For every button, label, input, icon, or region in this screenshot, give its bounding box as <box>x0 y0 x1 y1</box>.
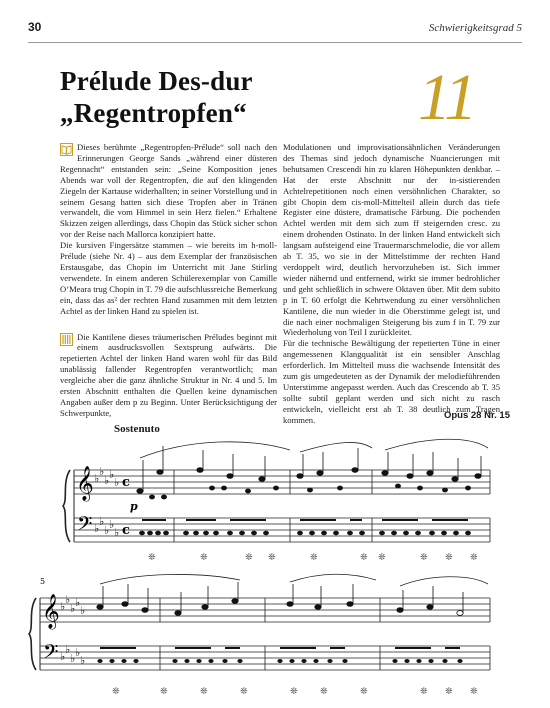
page-number: 30 <box>28 20 42 34</box>
svg-text:❊: ❊ <box>470 687 478 697</box>
svg-text:❊: ❊ <box>112 687 120 697</box>
time-signature-treble: c <box>122 475 130 490</box>
paragraph-text: Modulationen und improvisationsähnlichen Veränderungen des Themas sind jedoch dynamische Nuancierungen mit behutsamen Crescendi hin zu klaren Höhepunkten denkbar. – Hat der erste Abschnitt nur der in-sistierenden Achtelrepetitionen noch einen versöhnlichen Charakter, so gibt Chopin dem cis-moll-Mittelteil allein durch das tiefe Register eine düstere, dramatische Färbung. Die pochenden Achtel werden mit dem sich zum ff steigernden cresc. zu einem drohenden Ostinato. In der linken Hand entwickelt sich langsam aufsteigend eine Trauermarschmelodie, die vor allem ab T. 35, wo sie in der Mittelstimme der rechten Hand verdoppelt wird, deutlich hervorzuheben ist. Sich immer wieder nähernd und entfernend, wirkt sie immer bedrohlicher und geht schließlich in schwere Oktaven über. Mit dem subito p in T. 60 erfolgt die Kehrtwendung zu einer versöhnlichen Kantilene, die nun wieder in die Oberstimme gelegt ist, und die nach einer nochmaligen Steigerung bis zum f in T. 79 zur Wiederholung von Teil I zurückleitet. <box>283 142 500 338</box>
svg-text:❊: ❊ <box>268 553 276 563</box>
svg-text:❊: ❊ <box>240 687 248 697</box>
svg-text:♭: ♭ <box>80 654 86 667</box>
svg-text:❊: ❊ <box>310 553 318 563</box>
svg-text:❊: ❊ <box>360 687 368 697</box>
svg-text:❊: ❊ <box>200 553 208 563</box>
svg-text:♭: ♭ <box>104 474 110 487</box>
dynamic-p: p <box>130 500 138 513</box>
chapter-number: 11 <box>418 61 476 134</box>
svg-text:♭: ♭ <box>109 468 115 481</box>
paragraph <box>283 142 500 338</box>
svg-text:♭: ♭ <box>109 518 115 531</box>
score-system-2 <box>0 572 550 703</box>
treble-eighths <box>149 484 470 499</box>
svg-text:♭: ♭ <box>75 596 81 609</box>
paragraph-text: Für die technische Bewältigung der repetierten Töne in einer angemessenen Klangqualität ist ein sensibler Anschlag erforderlich. Im Mittelteil muss die wachsende Intensität des zum gis umgedeuteten as der Dynamik der melodieführenden Unterstimme angepasst werden. Auch das Crescendo ab T. 35 sollte subtil geplant werden und sich nicht zu rasch entwickeln, vielleicht erst ab T. 38 deutlich zum Tragen kommen. <box>283 338 500 425</box>
svg-text:❊: ❊ <box>470 553 478 563</box>
treble-clef: 𝄞 <box>76 466 94 501</box>
svg-text:❊: ❊ <box>420 553 428 563</box>
svg-text:𝄢: 𝄢 <box>43 640 59 668</box>
svg-text:♭: ♭ <box>114 526 120 539</box>
time-signature-bass: c <box>122 523 130 538</box>
staff-bass <box>74 518 490 542</box>
svg-text:❊: ❊ <box>445 553 453 563</box>
piece-title: Prélude Des-dur <box>60 66 253 96</box>
text-column-right <box>283 142 500 426</box>
brace <box>63 470 70 542</box>
svg-text:♭: ♭ <box>104 524 110 537</box>
svg-text:❊: ❊ <box>200 687 208 697</box>
svg-text:❊: ❊ <box>290 687 298 697</box>
book-icon <box>60 143 73 156</box>
svg-text:♭: ♭ <box>99 465 105 478</box>
svg-text:♭: ♭ <box>75 646 81 659</box>
text-column-left <box>60 142 277 419</box>
header-rule <box>28 42 522 43</box>
svg-text:♭: ♭ <box>70 602 76 615</box>
running-header <box>0 0 550 44</box>
svg-text:❊: ❊ <box>420 687 428 697</box>
opus-label: Opus 28 Nr. 15 <box>443 410 510 421</box>
svg-text:❊: ❊ <box>320 687 328 697</box>
svg-text:♭: ♭ <box>94 522 100 535</box>
paragraph <box>60 142 277 240</box>
slurs <box>140 439 488 458</box>
score-system-1 <box>0 420 550 570</box>
tempo-marking: Sostenuto <box>114 423 160 435</box>
svg-text:♭: ♭ <box>65 643 71 656</box>
svg-text:♭: ♭ <box>60 650 66 663</box>
svg-text:♭: ♭ <box>114 476 120 489</box>
piano-keys-icon <box>60 333 73 346</box>
difficulty-label: Schwierigkeitsgrad 5 <box>428 22 522 34</box>
paragraph <box>60 332 277 419</box>
paragraph-text: Die kursiven Fingersätze stammen – wie bereits im h-moll-Prélude (siehe Nr. 4) – aus dem Exemplar der französischen Erstausgabe, das Chopin im Unterricht mit Jane Stirling verwendete. In einem anderen Schülerexemplar von Camille O’Meara trug Chopin in T. 79 die aufschlussreiche Bemerkung ein, dass das as² der rechten Hand zusammen mit dem letzten Achtel as der linken Hand zu spielen ist. <box>60 240 277 316</box>
paragraph <box>60 240 277 316</box>
svg-text:❊: ❊ <box>445 687 453 697</box>
svg-text:❊: ❊ <box>160 687 168 697</box>
key-signature <box>94 465 119 539</box>
svg-text:𝄞: 𝄞 <box>42 594 60 629</box>
svg-text:❊: ❊ <box>378 553 386 563</box>
svg-text:♭: ♭ <box>65 593 71 606</box>
measure-number: 5 <box>40 577 46 586</box>
pedal-marks <box>148 553 478 563</box>
svg-text:❊: ❊ <box>148 553 156 563</box>
bass-clef: 𝄢 <box>77 512 93 540</box>
paragraph-text: Die Kantilene dieses träumerischen Préludes beginnt mit einem ausdrucksvollen Sextsprung aufwärts. Die repetierten Achtel der linken Hand waren wohl für das Bild unablässig fallender Regentropfen verantwortlich; man vergleiche aber die ganz ähnliche Struktur in Nr. 4 und 5. Im ersten Abschnitt enthalten die Quellen keine dynamischen Angaben außer dem p zu Beginn. Unter Berücksichtigung der Schwerpunkte, <box>60 331 277 418</box>
svg-text:♭: ♭ <box>80 604 86 617</box>
svg-text:♭: ♭ <box>70 652 76 665</box>
svg-text:♭: ♭ <box>99 515 105 528</box>
bass-notes <box>139 531 470 535</box>
svg-text:❊: ❊ <box>245 553 253 563</box>
piece-subtitle: „Regentropfen“ <box>60 98 247 128</box>
svg-text:❊: ❊ <box>360 553 368 563</box>
svg-text:♭: ♭ <box>60 600 66 613</box>
svg-text:♭: ♭ <box>94 472 100 485</box>
paragraph-text: Dieses berühmte „Regentropfen-Prélude“ soll nach den Erinnerungen George Sands „während einer düsteren Regennacht“ entstanden sein: „Seine Komposition jenes Abends war voll der Regentropfen, die auf den klingenden Ziegeln der Kartause widerhallten; in seiner Vorstellung und in seinem Gesang hatten sich diese Tropfen aber in Tränen verwandelt, die vom Himmel in sein Herz fielen.“ Erhaltene Skizzen zeigen allerdings, dass Chopin das Stück sicher schon vor der Reise nach Mallorca konzipiert hatte. <box>60 142 277 240</box>
